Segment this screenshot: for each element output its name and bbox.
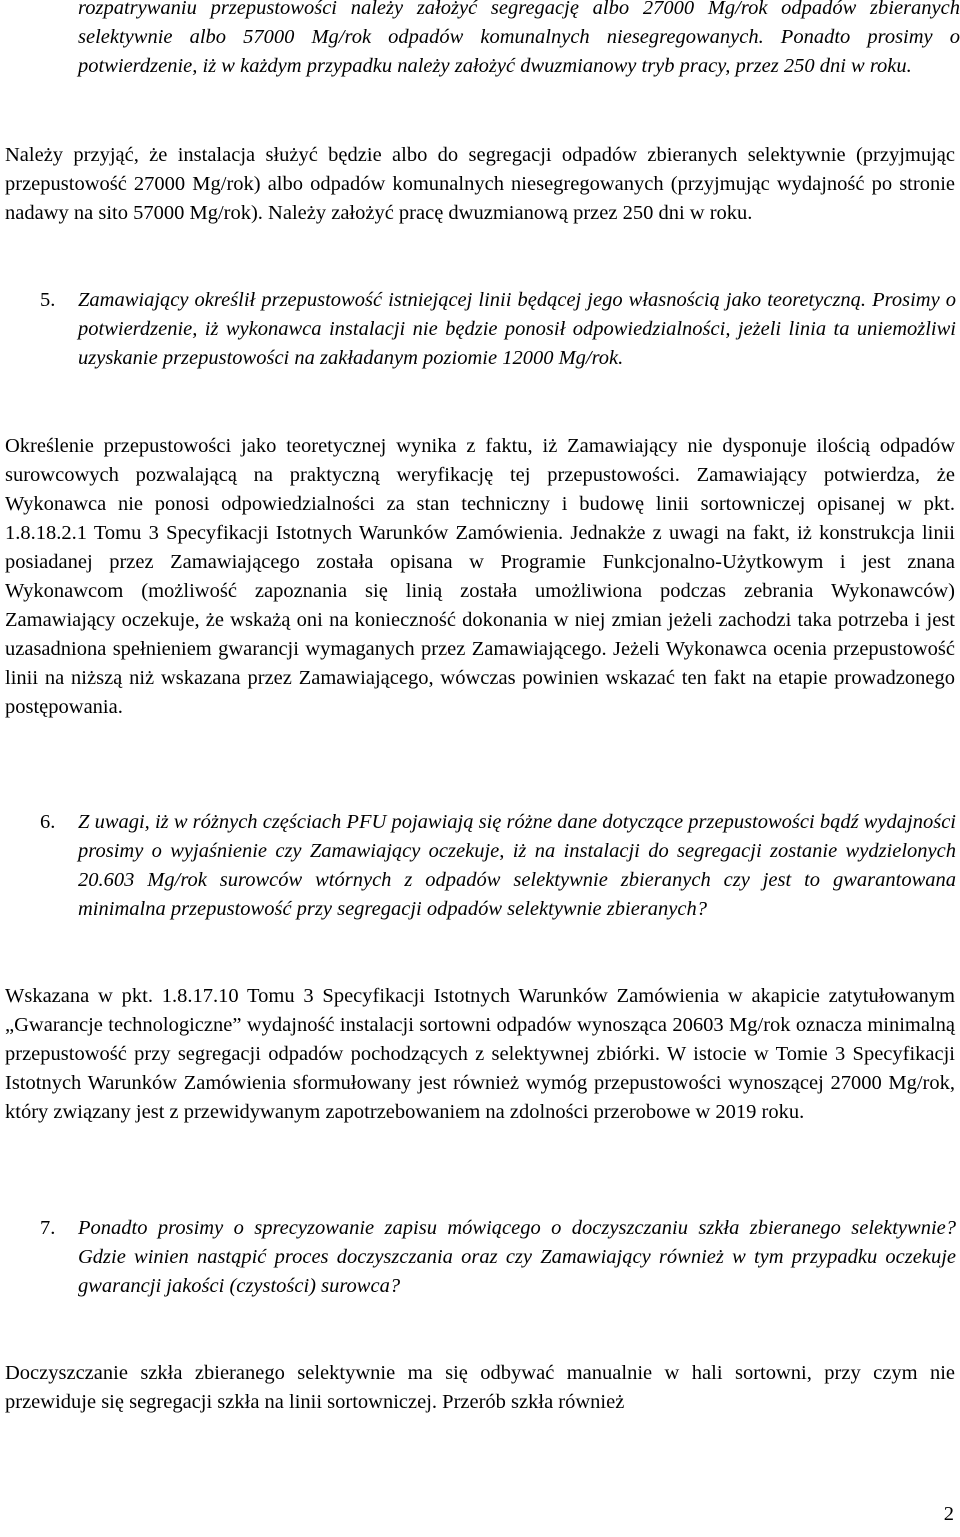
question-6-number: 6.	[40, 811, 56, 833]
question-5-number: 5.	[40, 289, 56, 311]
question-5	[0, 286, 956, 373]
question-7-number: 7.	[40, 1217, 56, 1239]
answer-7: Doczyszczanie szkła zbieranego selektywnie ma się odbywać manualnie w hali sortowni, przy czym nie przewiduje się segregacji szkła na linii sortowniczej. Przerób szkła również	[5, 1362, 955, 1413]
question-7-text: Ponadto prosimy o sprecyzowanie zapisu mówiącego o doczyszczaniu szkła zbieranego selektywnie? Gdzie winien nastąpić proces doczyszczania oraz czy Zamawiający również w tym przypadku oczekuje gwarancji jakości (czystości) surowca?	[78, 1217, 956, 1297]
question-4-continuation: rozpatrywaniu przepustowości należy założyć segregację albo 27000 Mg/rok odpadów zbieranych selektywnie albo 57000 Mg/rok odpadów komunalnych niesegregowanych. Ponadto prosimy o potwierdzenie, iż w każdym przypadku należy założyć dwuzmianowy tryb pracy, przez 250 dni w roku.	[78, 0, 960, 77]
question-6-text: Z uwagi, iż w różnych częściach PFU pojawiają się różne dane dotyczące przepustowości bądź wydajności prosimy o wyjaśnienie czy Zamawiający oczekuje, iż na instalacji do segregacji zostanie wydzielonych 20.603 Mg/rok surowców wtórnych z odpadów selektywnie zbieranych czy jest to gwarantowana minimalna przepustowość przy segregacji odpadów selektywnie zbieranych?	[78, 811, 956, 920]
question-7	[0, 1214, 956, 1301]
question-5-text: Zamawiający określił przepustowość istniejącej linii będącej jego własnością jako teoretyczną. Prosimy o potwierdzenie, iż wykonawca instalacji nie będzie ponosił odpowiedzialności, jeżeli linia ta uniemożliwi uzyskanie przepustowości na zakładanym poziomie 12000 Mg/rok.	[78, 289, 956, 369]
answer-4: Należy przyjąć, że instalacja służyć będzie albo do segregacji odpadów zbieranych selektywnie (przyjmując przepustowość 27000 Mg/rok) albo odpadów komunalnych niesegregowanych (przyjmując wydajność po stronie nadawy na sito 57000 Mg/rok). Należy założyć pracę dwuzmianową przez 250 dni w roku.	[5, 144, 955, 224]
answer-5: Określenie przepustowości jako teoretycznej wynika z faktu, iż Zamawiający nie dysponuje ilością odpadów surowcowych pozwalającą na praktyczną weryfikację tej przepustowości. Zamawiający potwierdza, że Wykonawca nie ponosi odpowiedzialności za stan techniczny i budowę linii sortowniczej opisanej w pkt. 1.8.18.2.1 Tomu 3 Specyfikacji Istotnych Warunków Zamówienia. Jednakże z uwagi na fakt, iż konstrukcja linii posiadanej przez Zamawiającego została opisana w Programie Funkcjonalno-Użytkowym i jest znana Wykonawcom (możliwość zapoznania się linią została umożliwiona podczas zebrania Wykonawców) Zamawiający oczekuje, że wskażą oni na konieczność dokonania w niej zmian jeżeli zachodzi taka potrzeba i jest uzasadniona spełnieniem gwarancji wymaganych przez Zamawiającego. Jeżeli Wykonawca ocenia przepustowość linii na niższą niż wskazana przez Zamawiającego, wówczas powinien wskazać ten fakt na etapie prowadzonego postępowania.	[5, 435, 955, 718]
question-6	[0, 808, 956, 924]
page-number: 2	[943, 1503, 954, 1525]
answer-6: Wskazana w pkt. 1.8.17.10 Tomu 3 Specyfikacji Istotnych Warunków Zamówienia w akapicie zatytułowanym „Gwarancje technologiczne” wydajność instalacji sortowni odpadów wynosząca 20603 Mg/rok oznacza minimalną przepustowość przy segregacji odpadów pochodzących z selektywnej zbiórki. W istocie w Tomie 3 Specyfikacji Istotnych Warunków Zamówienia sformułowany jest również wymóg przepustowości wynoszącej 27000 Mg/rok, który związany jest z przewidywanym zapotrzebowaniem na zdolności przerobowe w 2019 roku.	[5, 985, 955, 1123]
